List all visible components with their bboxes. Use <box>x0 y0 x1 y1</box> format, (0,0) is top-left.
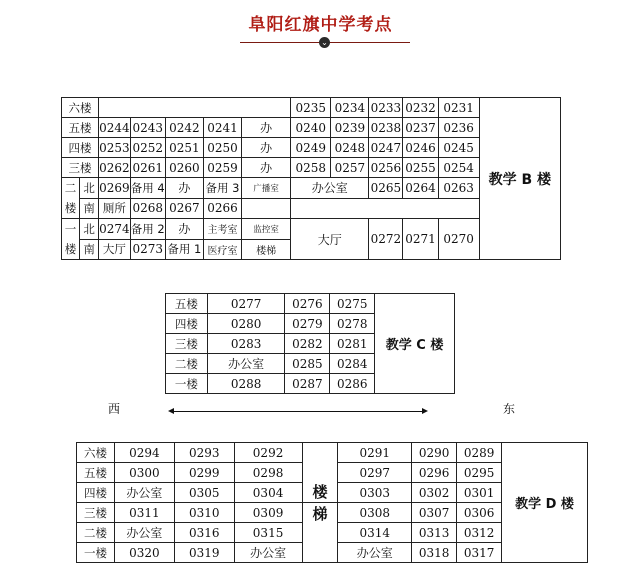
room-cell: 0313 <box>412 523 457 543</box>
building-b-table <box>61 97 561 260</box>
room-cell: 0292 <box>234 443 302 463</box>
room-cell: 0295 <box>457 463 502 483</box>
office-room: 办公室 <box>338 543 412 563</box>
stairs-cell: 楼梯 <box>242 239 291 260</box>
room-cell: 0314 <box>338 523 412 543</box>
room-cell: 0318 <box>412 543 457 563</box>
room-cell: 0303 <box>338 483 412 503</box>
room-cell: 0297 <box>338 463 412 483</box>
floor-label: 四楼 <box>62 138 99 158</box>
medical-room: 医疗室 <box>203 239 241 260</box>
wing-label: 南 <box>80 198 99 219</box>
spare-room: 备用 3 <box>203 178 241 199</box>
room-cell: 0309 <box>234 503 302 523</box>
room-cell: 0265 <box>369 178 403 199</box>
room-cell: 0240 <box>291 118 331 138</box>
room-cell: 0274 <box>99 219 131 240</box>
room-cell: 0282 <box>285 334 330 354</box>
room-cell: 0263 <box>438 178 479 199</box>
room-cell: 0259 <box>203 158 241 178</box>
office-cell: 办 <box>242 138 291 158</box>
floor-label: 一楼 <box>77 543 115 563</box>
floor-label: 三楼 <box>77 503 115 523</box>
wing-label: 南 <box>80 239 99 260</box>
room-cell: 0256 <box>369 158 403 178</box>
room-cell: 0233 <box>369 98 403 118</box>
office-room: 办公室 <box>234 543 302 563</box>
room-cell: 0298 <box>234 463 302 483</box>
stairs-label-bottom: 梯 <box>302 503 338 563</box>
room-cell: 0267 <box>165 198 203 219</box>
room-cell: 0300 <box>114 463 174 483</box>
floor-label: 一楼 <box>62 219 80 260</box>
room-cell: 0276 <box>285 294 330 314</box>
exam-room: 主考室 <box>203 219 241 240</box>
room-cell: 0272 <box>369 219 403 260</box>
room-cell: 0261 <box>130 158 165 178</box>
building-c-label: 教学 C 楼 <box>375 294 455 394</box>
room-cell: 0247 <box>369 138 403 158</box>
floor-label: 六楼 <box>62 98 99 118</box>
room-cell: 0280 <box>207 314 285 334</box>
room-cell: 0305 <box>174 483 234 503</box>
room-cell: 0296 <box>412 463 457 483</box>
west-east-arrow-icon <box>172 411 424 412</box>
room-cell: 0273 <box>130 239 165 260</box>
hall-room: 大厅 <box>291 219 369 260</box>
room-cell: 0244 <box>99 118 131 138</box>
room-cell: 0234 <box>331 98 369 118</box>
room-cell: 0239 <box>331 118 369 138</box>
empty-cell <box>242 198 291 219</box>
b-row-6f <box>62 98 561 118</box>
title-divider <box>240 38 410 50</box>
room-cell: 0283 <box>207 334 285 354</box>
room-cell: 0293 <box>174 443 234 463</box>
office-cell: 办 <box>165 178 203 199</box>
floor-label: 五楼 <box>166 294 208 314</box>
floor-label: 五楼 <box>77 463 115 483</box>
arrow-right-icon <box>422 408 428 414</box>
room-cell: 0307 <box>412 503 457 523</box>
c-row <box>166 294 455 314</box>
room-cell: 0264 <box>403 178 438 199</box>
wing-label: 北 <box>80 219 99 240</box>
west-label: 西 <box>108 402 121 416</box>
office-room: 办公室 <box>291 178 369 199</box>
room-cell: 0310 <box>174 503 234 523</box>
room-cell: 0302 <box>412 483 457 503</box>
room-cell: 0301 <box>457 483 502 503</box>
room-cell: 0251 <box>165 138 203 158</box>
page-title: 阜阳红旗中学考点 <box>248 15 393 35</box>
monitor-room: 监控室 <box>242 219 291 240</box>
room-cell: 0289 <box>457 443 502 463</box>
building-d-table <box>76 442 588 563</box>
room-cell: 0268 <box>130 198 165 219</box>
room-cell: 0249 <box>291 138 331 158</box>
chevron-down-icon: ⌄ <box>319 37 330 48</box>
room-cell: 0311 <box>114 503 174 523</box>
floor-label: 四楼 <box>166 314 208 334</box>
room-cell: 0235 <box>291 98 331 118</box>
room-cell: 0258 <box>291 158 331 178</box>
room-cell: 0304 <box>234 483 302 503</box>
room-cell: 0281 <box>330 334 375 354</box>
room-cell: 0285 <box>285 354 330 374</box>
room-cell: 0315 <box>234 523 302 543</box>
room-cell: 0308 <box>338 503 412 523</box>
room-cell: 0232 <box>403 98 438 118</box>
spare-room: 备用 2 <box>130 219 165 240</box>
room-cell: 0316 <box>174 523 234 543</box>
stairs-label-top: 楼 <box>302 443 338 503</box>
office-cell: 办 <box>242 158 291 178</box>
office-room: 办公室 <box>114 523 174 543</box>
office-cell: 办 <box>165 219 203 240</box>
broadcast-room: 广播室 <box>242 178 291 199</box>
room-cell: 0294 <box>114 443 174 463</box>
room-cell: 0277 <box>207 294 285 314</box>
room-cell: 0299 <box>174 463 234 483</box>
room-cell: 0312 <box>457 523 502 543</box>
room-cell: 0248 <box>331 138 369 158</box>
toilet-room: 厕所 <box>99 198 131 219</box>
room-cell: 0278 <box>330 314 375 334</box>
floor-label: 二楼 <box>166 354 208 374</box>
room-cell: 0241 <box>203 118 241 138</box>
room-cell: 0291 <box>338 443 412 463</box>
room-cell: 0319 <box>174 543 234 563</box>
floor-label: 六楼 <box>77 443 115 463</box>
empty-cell <box>291 198 480 219</box>
d-row <box>77 443 588 463</box>
floor-label: 二楼 <box>62 178 80 219</box>
room-cell: 0254 <box>438 158 479 178</box>
empty-cell <box>99 98 291 118</box>
office-room: 办公室 <box>207 354 285 374</box>
spare-room: 备用 4 <box>130 178 165 199</box>
room-cell: 0275 <box>330 294 375 314</box>
arrow-left-icon <box>168 408 174 414</box>
office-cell: 办 <box>242 118 291 138</box>
wing-label: 北 <box>80 178 99 199</box>
room-cell: 0290 <box>412 443 457 463</box>
floor-label: 三楼 <box>166 334 208 354</box>
room-cell: 0237 <box>403 118 438 138</box>
room-cell: 0236 <box>438 118 479 138</box>
room-cell: 0238 <box>369 118 403 138</box>
floor-label: 二楼 <box>77 523 115 543</box>
floor-label: 四楼 <box>77 483 115 503</box>
hall-room: 大厅 <box>99 239 131 260</box>
floor-label: 一楼 <box>166 374 208 394</box>
room-cell: 0255 <box>403 158 438 178</box>
room-cell: 0287 <box>285 374 330 394</box>
building-c-table <box>165 293 455 394</box>
room-cell: 0231 <box>438 98 479 118</box>
building-b-label: 教学 B 楼 <box>479 98 560 260</box>
room-cell: 0284 <box>330 354 375 374</box>
spare-room: 备用 1 <box>165 239 203 260</box>
room-cell: 0320 <box>114 543 174 563</box>
room-cell: 0242 <box>165 118 203 138</box>
room-cell: 0246 <box>403 138 438 158</box>
room-cell: 0271 <box>403 219 438 260</box>
room-cell: 0288 <box>207 374 285 394</box>
room-cell: 0250 <box>203 138 241 158</box>
room-cell: 0253 <box>99 138 131 158</box>
room-cell: 0243 <box>130 118 165 138</box>
room-cell: 0260 <box>165 158 203 178</box>
room-cell: 0269 <box>99 178 131 199</box>
building-d-label: 教学 D 楼 <box>502 443 588 563</box>
room-cell: 0266 <box>203 198 241 219</box>
room-cell: 0270 <box>438 219 479 260</box>
room-cell: 0262 <box>99 158 131 178</box>
room-cell: 0306 <box>457 503 502 523</box>
room-cell: 0286 <box>330 374 375 394</box>
office-room: 办公室 <box>114 483 174 503</box>
room-cell: 0317 <box>457 543 502 563</box>
east-label: 东 <box>503 402 516 416</box>
room-cell: 0252 <box>130 138 165 158</box>
room-cell: 0257 <box>331 158 369 178</box>
room-cell: 0279 <box>285 314 330 334</box>
floor-label: 三楼 <box>62 158 99 178</box>
room-cell: 0245 <box>438 138 479 158</box>
floor-label: 五楼 <box>62 118 99 138</box>
